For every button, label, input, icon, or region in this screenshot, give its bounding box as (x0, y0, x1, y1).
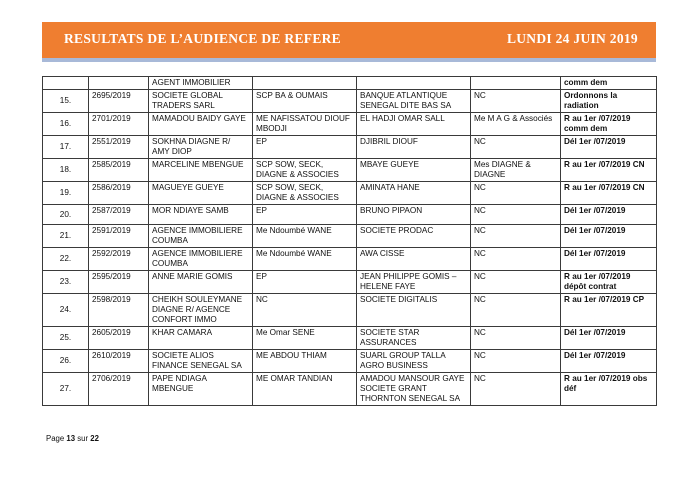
hearing-result: Dél 1er /07/2019 (561, 248, 657, 271)
case-reference: 2595/2019 (89, 271, 149, 294)
case-reference: 2701/2019 (89, 113, 149, 136)
lawyer-defendant: NC (471, 294, 561, 327)
lawyer-defendant (471, 77, 561, 90)
party-defendant: BANQUE ATLANTIQUE SENEGAL DITE BAS SA (357, 90, 471, 113)
table-row (43, 225, 657, 248)
party-plaintiff: MARCELINE MBENGUE (149, 159, 253, 182)
lawyer-defendant: Mes DIAGNE & DIAGNE (471, 159, 561, 182)
lawyer-plaintiff: EP (253, 205, 357, 225)
party-defendant: AMADOU MANSOUR GAYE SOCIETE GRANT THORNTON SENEGAL SA (357, 373, 471, 406)
case-reference: 2551/2019 (89, 136, 149, 159)
page-footer (46, 434, 99, 443)
party-defendant: SUARL GROUP TALLA AGRO BUSINESS (357, 350, 471, 373)
party-defendant: SOCIETE DIGITALIS (357, 294, 471, 327)
results-table-body (43, 77, 657, 406)
case-reference: 2587/2019 (89, 205, 149, 225)
lawyer-defendant: NC (471, 205, 561, 225)
case-reference: 2598/2019 (89, 294, 149, 327)
row-number: 20. (43, 205, 89, 225)
party-plaintiff: CHEIKH SOULEYMANE DIAGNE R/ AGENCE CONFORT IMMO (149, 294, 253, 327)
row-number: 19. (43, 182, 89, 205)
party-defendant: MBAYE GUEYE (357, 159, 471, 182)
party-defendant: EL HADJI OMAR SALL (357, 113, 471, 136)
party-plaintiff: MOR NDIAYE SAMB (149, 205, 253, 225)
party-defendant: BRUNO PIPAON (357, 205, 471, 225)
table-row (43, 113, 657, 136)
page-prefix: Page (46, 434, 65, 443)
party-plaintiff: SOKHNA DIAGNE R/ AMY DIOP (149, 136, 253, 159)
lawyer-defendant: NC (471, 350, 561, 373)
table-row (43, 136, 657, 159)
lawyer-plaintiff: EP (253, 136, 357, 159)
party-plaintiff: SOCIETE ALIOS FINANCE SENEGAL SA (149, 350, 253, 373)
row-number: 25. (43, 327, 89, 350)
case-reference: 2605/2019 (89, 327, 149, 350)
hearing-result: R au 1er /07/2019 dépôt contrat (561, 271, 657, 294)
row-number: 21. (43, 225, 89, 248)
lawyer-defendant: NC (471, 373, 561, 406)
case-reference: 2585/2019 (89, 159, 149, 182)
lawyer-defendant: NC (471, 271, 561, 294)
results-table (42, 76, 657, 406)
page-current: 13 (66, 434, 76, 443)
lawyer-defendant: NC (471, 225, 561, 248)
lawyer-defendant: NC (471, 136, 561, 159)
party-plaintiff: PAPE NDIAGA MBENGUE (149, 373, 253, 406)
lawyer-plaintiff: SCP SOW, SECK, DIAGNE & ASSOCIES (253, 159, 357, 182)
hearing-result: R au 1er /07/2019 CN (561, 159, 657, 182)
header-banner (42, 22, 656, 62)
party-defendant: DJIBRIL DIOUF (357, 136, 471, 159)
table-row (43, 350, 657, 373)
page-total: 22 (90, 434, 99, 443)
party-plaintiff: SOCIETE GLOBAL TRADERS SARL (149, 90, 253, 113)
party-plaintiff: AGENT IMMOBILIER (149, 77, 253, 90)
case-reference: 2586/2019 (89, 182, 149, 205)
table-row (43, 373, 657, 406)
hearing-date: LUNDI 24 JUIN 2019 (506, 31, 638, 46)
lawyer-defendant: NC (471, 248, 561, 271)
party-plaintiff: AGENCE IMMOBILIERE COUMBA (149, 225, 253, 248)
party-defendant (357, 77, 471, 90)
hearing-result: R au 1er /07/2019 CN (561, 182, 657, 205)
row-number: 17. (43, 136, 89, 159)
case-reference: 2610/2019 (89, 350, 149, 373)
table-row (43, 90, 657, 113)
party-plaintiff: AGENCE IMMOBILIERE COUMBA (149, 248, 253, 271)
party-plaintiff: MAMADOU BAIDY GAYE (149, 113, 253, 136)
row-number (43, 77, 89, 90)
row-number: 26. (43, 350, 89, 373)
lawyer-plaintiff: Me Omar SENE (253, 327, 357, 350)
party-defendant: AWA CISSE (357, 248, 471, 271)
lawyer-plaintiff: ME OMAR TANDIAN (253, 373, 357, 406)
hearing-result: R au 1er /07/2019 CP (561, 294, 657, 327)
row-number: 15. (43, 90, 89, 113)
hearing-result: comm dem (561, 77, 657, 90)
case-reference: 2695/2019 (89, 90, 149, 113)
lawyer-plaintiff: ME NAFISSATOU DIOUF MBODJI (253, 113, 357, 136)
lawyer-defendant: NC (471, 90, 561, 113)
table-row (43, 294, 657, 327)
hearing-result: R au 1er /07/2019 obs déf (561, 373, 657, 406)
table-row (43, 159, 657, 182)
page-separator: sur (77, 434, 89, 443)
lawyer-plaintiff: SCP SOW, SECK, DIAGNE & ASSOCIES (253, 182, 357, 205)
lawyer-plaintiff: ME ABDOU THIAM (253, 350, 357, 373)
lawyer-defendant: NC (471, 327, 561, 350)
party-defendant: SOCIETE PRODAC (357, 225, 471, 248)
hearing-result: Ordonnons la radiation (561, 90, 657, 113)
page-title: RESULTATS DE L’AUDIENCE DE REFERE (64, 31, 341, 46)
table-row (43, 248, 657, 271)
party-defendant: SOCIETE STAR ASSURANCES (357, 327, 471, 350)
lawyer-defendant: Me M A G & Associés (471, 113, 561, 136)
lawyer-plaintiff (253, 77, 357, 90)
row-number: 18. (43, 159, 89, 182)
party-defendant: AMINATA HANE (357, 182, 471, 205)
hearing-result: Dél 1er /07/2019 (561, 327, 657, 350)
party-plaintiff: KHAR CAMARA (149, 327, 253, 350)
hearing-result: Dél 1er /07/2019 (561, 205, 657, 225)
case-reference (89, 77, 149, 90)
case-reference: 2592/2019 (89, 248, 149, 271)
hearing-result: Dél 1er /07/2019 (561, 136, 657, 159)
lawyer-plaintiff: Me Ndoumbé WANE (253, 248, 357, 271)
row-number: 16. (43, 113, 89, 136)
hearing-result: R au 1er /07/2019 comm dem (561, 113, 657, 136)
lawyer-plaintiff: Me Ndoumbé WANE (253, 225, 357, 248)
hearing-result: Dél 1er /07/2019 (561, 350, 657, 373)
row-number: 23. (43, 271, 89, 294)
row-number: 27. (43, 373, 89, 406)
case-reference: 2591/2019 (89, 225, 149, 248)
table-row (43, 327, 657, 350)
hearing-result: Dél 1er /07/2019 (561, 225, 657, 248)
party-plaintiff: ANNE MARIE GOMIS (149, 271, 253, 294)
row-number: 22. (43, 248, 89, 271)
row-number: 24. (43, 294, 89, 327)
lawyer-plaintiff: SCP BA & OUMAIS (253, 90, 357, 113)
table-row (43, 205, 657, 225)
lawyer-defendant: NC (471, 182, 561, 205)
lawyer-plaintiff: NC (253, 294, 357, 327)
party-plaintiff: MAGUEYE GUEYE (149, 182, 253, 205)
party-defendant: JEAN PHILIPPE GOMIS – HELENE FAYE (357, 271, 471, 294)
table-row (43, 182, 657, 205)
lawyer-plaintiff: EP (253, 271, 357, 294)
table-row (43, 271, 657, 294)
case-reference: 2706/2019 (89, 373, 149, 406)
table-row (43, 77, 657, 90)
